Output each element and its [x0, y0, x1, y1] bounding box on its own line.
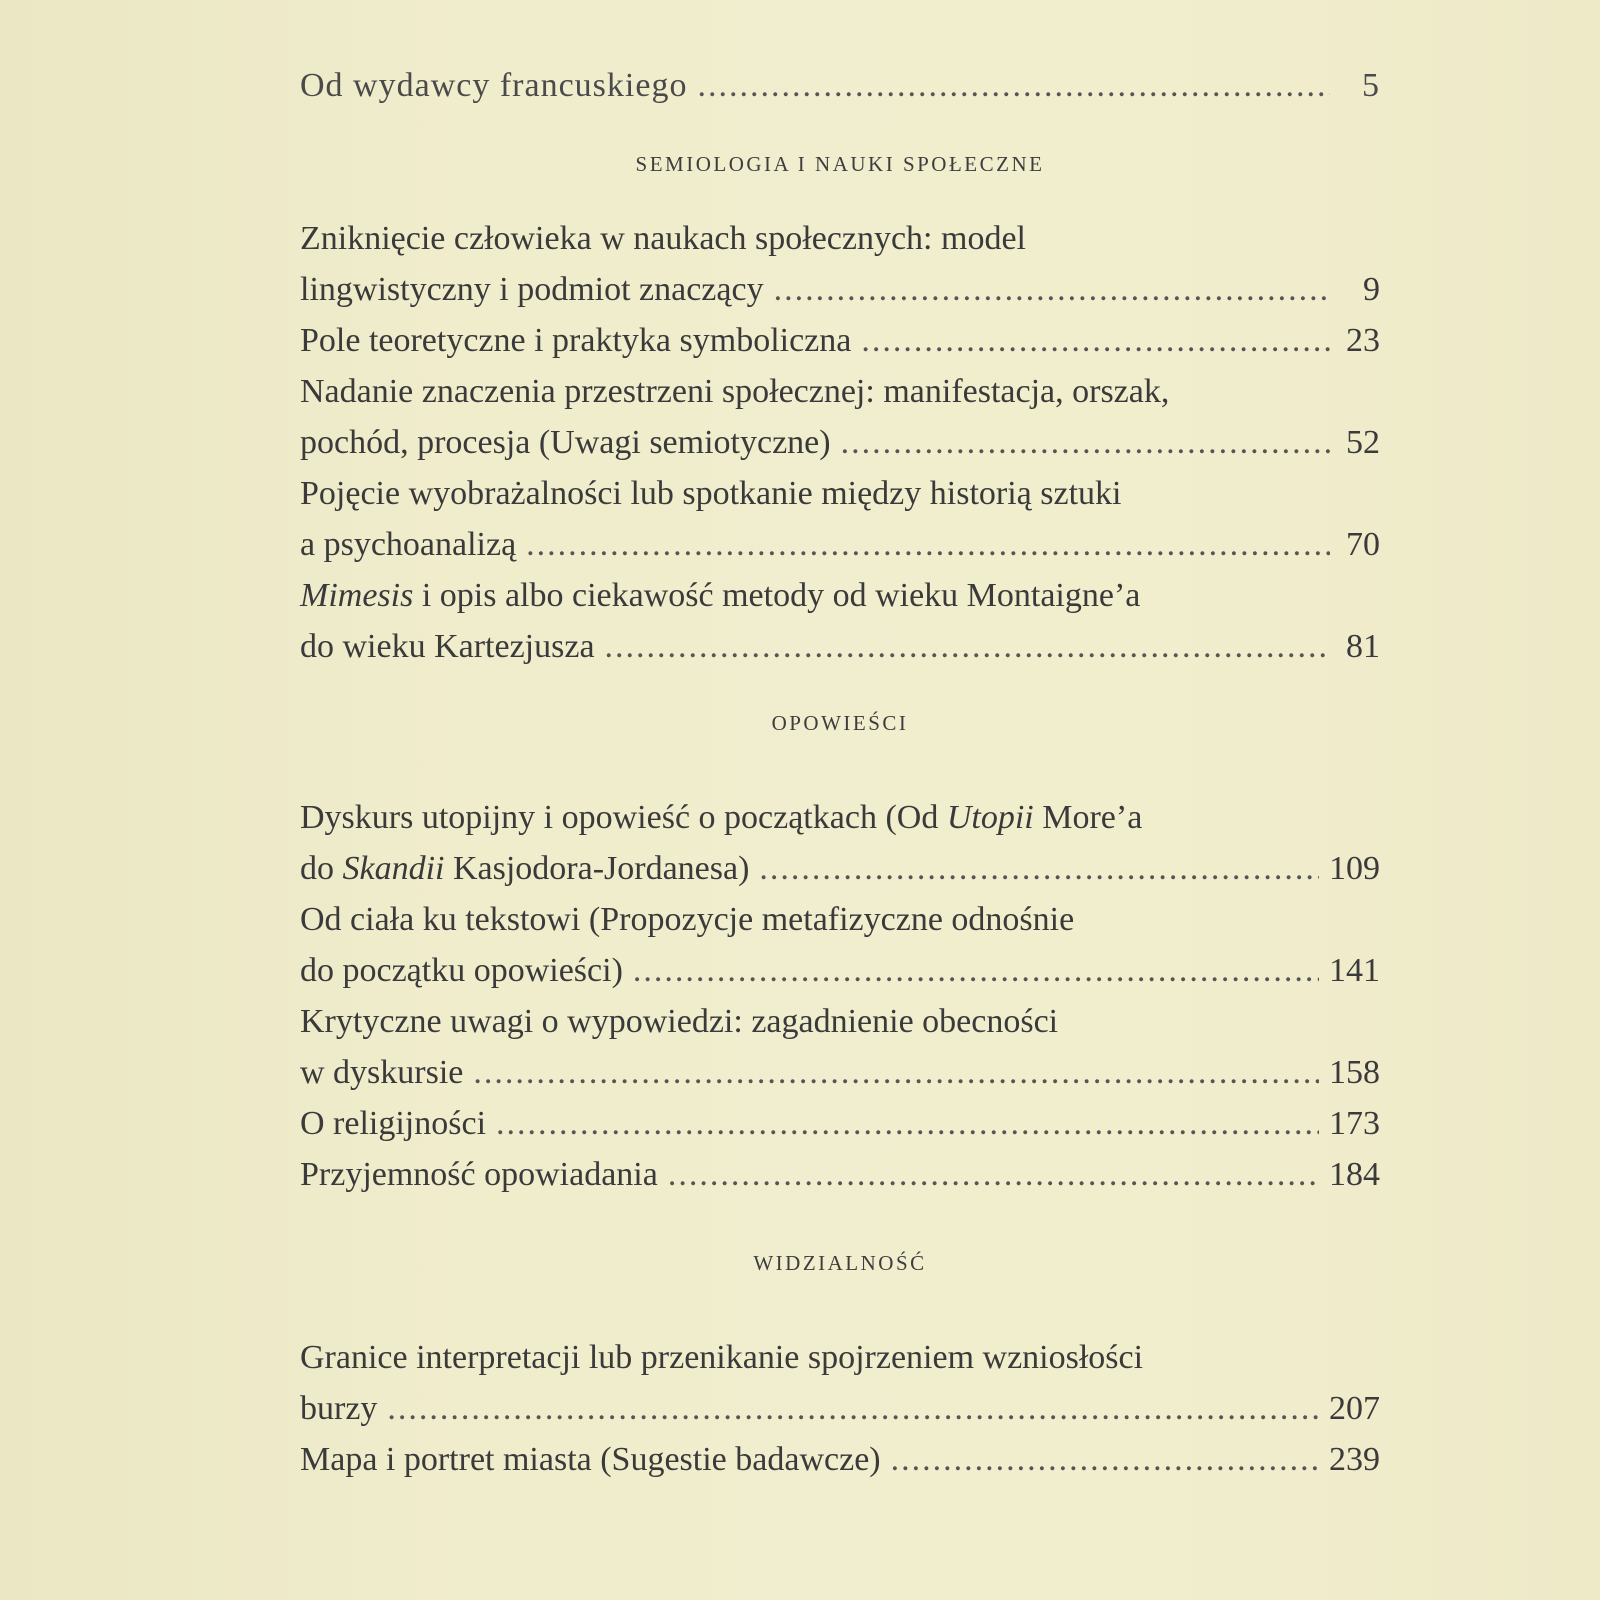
italic-title: Mimesis: [300, 577, 414, 614]
toc-entry: [300, 1332, 1380, 1434]
entry-title-line: [300, 843, 749, 894]
title-text: do: [300, 850, 343, 887]
dot-leader: [759, 843, 1319, 894]
entry-title-line: Pole teoretyczne i praktyka symboliczna: [300, 322, 852, 359]
toc-entry: [300, 894, 1380, 996]
entry-title-line: do początku opowieści): [300, 952, 623, 989]
entry-title-line: Pojęcie wyobrażalności lub spotkanie między historią sztuki: [300, 475, 1122, 512]
entry-title-line: burzy: [300, 1390, 378, 1427]
section-heading: OPOWIEŚCI: [771, 711, 909, 735]
entry-title-line: pochód, procesja (Uwagi semiotyczne): [300, 424, 831, 461]
dot-leader: [861, 315, 1330, 366]
toc-entry: [300, 1149, 1380, 1200]
page-number: 207: [1329, 1390, 1380, 1427]
section-heading: SEMIOLOGIA I NAUKI SPOŁECZNE: [635, 152, 1045, 176]
entry-title-line: Granice interpretacji lub przenikanie spojrzeniem wzniosłości: [300, 1339, 1144, 1376]
page-number: 5: [1362, 67, 1380, 104]
toc-entry-intro: [300, 60, 1380, 111]
page-number: 173: [1329, 1105, 1380, 1142]
toc-entry: [300, 792, 1380, 894]
dot-leader: [633, 945, 1319, 996]
page-number: 23: [1346, 322, 1380, 359]
entry-title-line: Przyjemność opowiadania: [300, 1156, 658, 1193]
entry-title-line: lingwistyczny i podmiot znaczący: [300, 271, 764, 308]
entry-title-line: Zniknięcie człowieka w naukach społecznych: model: [300, 220, 1026, 257]
title-text: Kasjodora-Jordanesa): [444, 850, 750, 887]
italic-title: Skandii: [342, 850, 445, 887]
toc-entry: [300, 468, 1380, 570]
dot-leader: [774, 264, 1330, 315]
page-number: 239: [1329, 1441, 1380, 1478]
section-heading: WIDZIALNOŚĆ: [753, 1251, 927, 1275]
toc-entry: [300, 315, 1380, 366]
page-number: 81: [1346, 628, 1380, 665]
dot-leader: [473, 1047, 1319, 1098]
toc-entry: [300, 996, 1380, 1098]
entry-title-line: a psychoanalizą: [300, 526, 517, 563]
entry-title-line: Krytyczne uwagi o wypowiedzi: zagadnienie obecności: [300, 1003, 1059, 1040]
italic-title: Utopii: [946, 799, 1034, 836]
entry-title-line: do wieku Kartezjusza: [300, 628, 595, 665]
dot-leader: [891, 1434, 1319, 1485]
entry-title-line: Nadanie znaczenia przestrzeni społecznej: manifestacja, orszak,: [300, 373, 1170, 410]
toc-entry: [300, 366, 1380, 468]
dot-leader: [697, 60, 1330, 111]
page-number: 109: [1329, 850, 1380, 887]
toc-entry: [300, 570, 1380, 672]
toc-entry: [300, 1434, 1380, 1485]
dot-leader: [668, 1149, 1319, 1200]
page-number: 70: [1346, 526, 1380, 563]
toc-entry: [300, 213, 1380, 315]
entry-title: Od wydawcy francuskiego: [300, 67, 688, 104]
entry-title-line: Mapa i portret miasta (Sugestie badawcze): [300, 1441, 881, 1478]
page-number: 158: [1329, 1054, 1380, 1091]
page-number: 184: [1329, 1156, 1380, 1193]
toc-entry: [300, 1098, 1380, 1149]
table-of-contents: [300, 60, 1380, 1485]
title-text: More’a: [1033, 799, 1143, 836]
dot-leader: [841, 417, 1330, 468]
dot-leader: [526, 519, 1330, 570]
title-text: Dyskurs utopijny i opowieść o początkach (Od: [300, 799, 947, 836]
page-number: 141: [1329, 952, 1380, 989]
entry-title-line: [300, 570, 1380, 621]
entry-title-line: Od ciała ku tekstowi (Propozycje metafizyczne odnośnie: [300, 901, 1075, 938]
dot-leader: [387, 1383, 1319, 1434]
title-text: i opis albo ciekawość metody od wieku Montaigne’a: [413, 577, 1141, 614]
page-number: 52: [1346, 424, 1380, 461]
entry-title-line: [300, 792, 1380, 843]
dot-leader: [605, 621, 1330, 672]
entry-title-line: w dyskursie: [300, 1054, 464, 1091]
dot-leader: [496, 1098, 1319, 1149]
entry-title-line: O religijności: [300, 1105, 487, 1142]
page-number: 9: [1363, 271, 1380, 308]
